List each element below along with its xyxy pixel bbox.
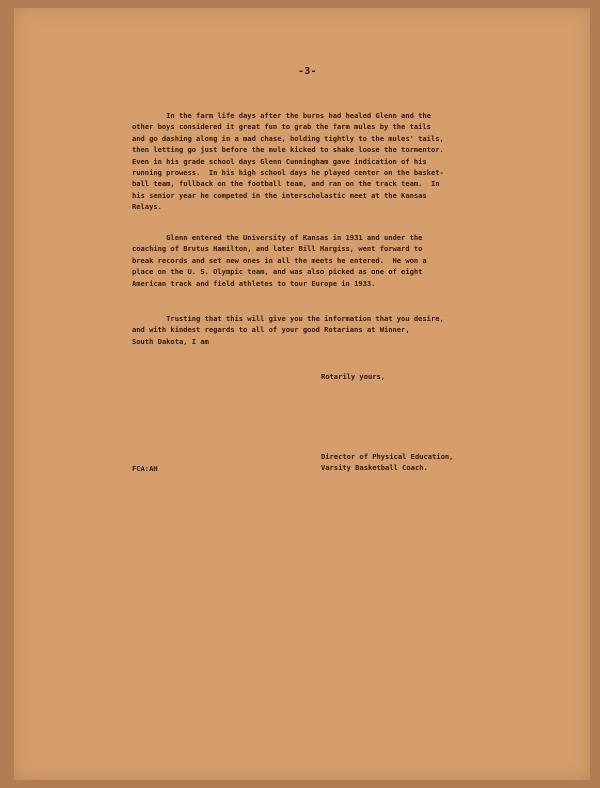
complimentary-close: Rotarily yours, [321,372,386,381]
signature-title-director: Director of Physical Education, [321,452,454,461]
reference-initials: FCA:AH [132,464,158,473]
paragraph-closing-remarks: Trusting that this will give you the information that you desire, and with kindest regards to all of your good Rotarians at Winner, South Dakota, I am [132,314,444,346]
signature-title-coach: Varsity Basketball Coach. [321,463,428,473]
paragraph-farm-life: In the farm life days after the burns had healed Glenn and the other boys considered it great fun to grab the farm mules by the tails and go dashing along in a mad chase, holding tightly to the mules' tails, then letting go just before the mule kicked to shake loose the tormentor. Even in his grade school days Glenn Cunningham gave indication of his running prowess. In his high school days he played center on the basket- ball team, fullback on the football team, and ran on the track team. In his senior year he competed in the interscholastic meet at the Kansas Relays. [132,111,444,212]
paragraph-university: Glenn entered the University of Kansas in 1931 and under the coaching of Brutus Hamilton, and later Bill Hargiss, went forward to break records and set new ones in all the meets he entered. He won a place on the U. S. Olympic team, and was also picked as one of eight American track and field athletes to tour Europe in 1933. [132,233,427,288]
page-number: -3- [298,66,317,77]
letter-page [14,8,590,780]
signature-block [321,451,453,474]
